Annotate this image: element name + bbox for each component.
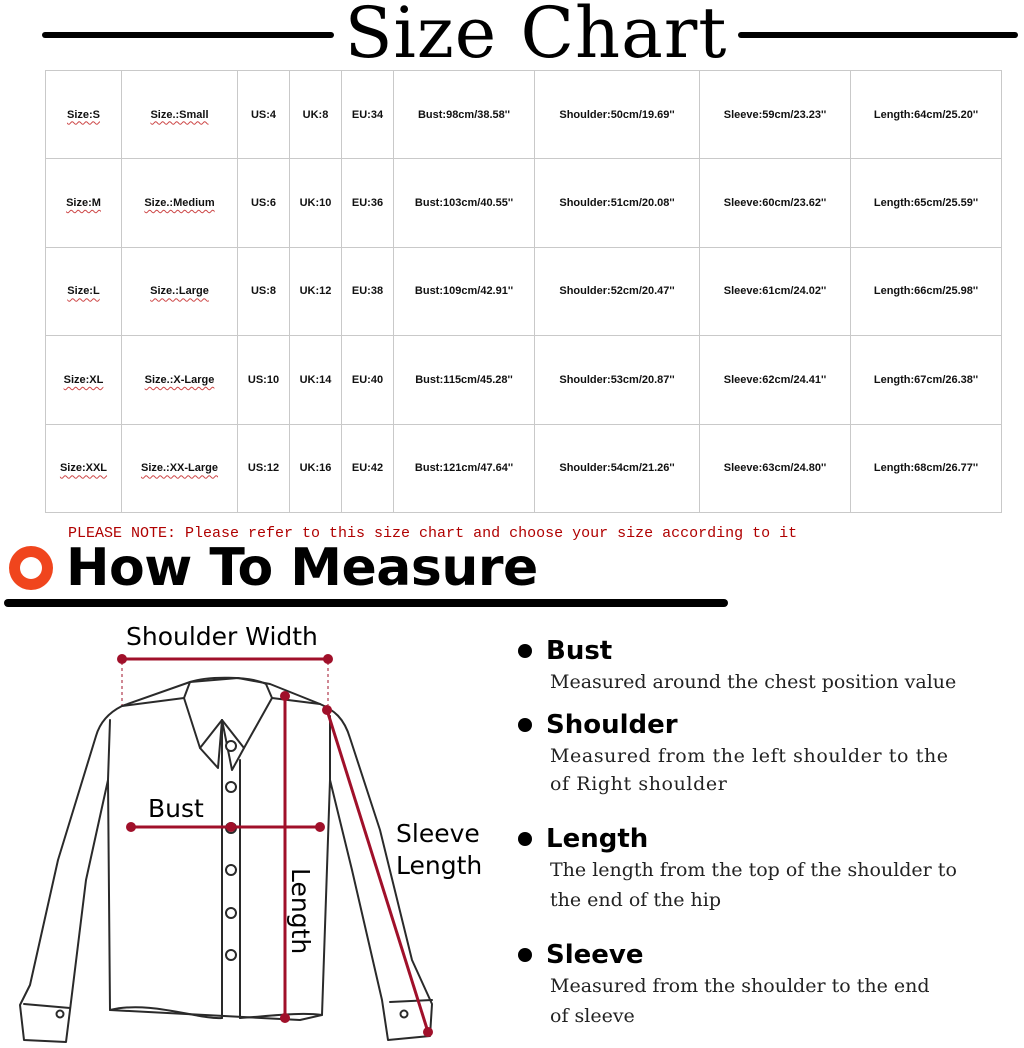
definition-desc-line2: the end of the hip [550, 889, 721, 911]
table-cell: Sleeve:63cm/24.80'' [700, 424, 851, 512]
table-cell: US:12 [238, 424, 290, 512]
definition-desc-line1: The length from the top of the shoulder to [550, 859, 957, 881]
table-cell: Shoulder:51cm/20.08'' [535, 159, 700, 247]
table-cell: Size:XXL [46, 424, 122, 512]
title-rule-left [42, 32, 334, 38]
orange-ring-icon [9, 546, 53, 590]
shirt-body-outline [20, 678, 432, 1042]
how-to-measure-title: How To Measure [66, 538, 538, 598]
bullet-icon [518, 948, 532, 962]
definition-desc-line1: Measured from the shoulder to the end [550, 975, 930, 997]
table-cell: Size.:Medium [122, 159, 238, 247]
left-cuff [24, 1004, 70, 1008]
definition-desc-line2: of Right shoulder [550, 773, 728, 795]
table-row [46, 71, 1002, 159]
sleeve-label-line2: Length [396, 851, 483, 880]
table-cell: UK:16 [290, 424, 342, 512]
table-cell: Sleeve:62cm/24.41'' [700, 336, 851, 424]
shoulder-width-label: Shoulder Width [126, 622, 318, 651]
table-cell: Size.:Small [122, 71, 238, 159]
table-cell: Sleeve:59cm/23.23'' [700, 71, 851, 159]
bullet-icon [518, 644, 532, 658]
table-cell: Bust:98cm/38.58'' [394, 71, 535, 159]
definition-bust [518, 636, 1018, 696]
table-cell: US:6 [238, 159, 290, 247]
table-cell: Shoulder:52cm/20.47'' [535, 247, 700, 335]
table-row [46, 159, 1002, 247]
definition-term: Bust [546, 636, 613, 666]
table-cell: Length:68cm/26.77'' [851, 424, 1002, 512]
definition-length [518, 824, 1018, 914]
table-cell: Shoulder:53cm/20.87'' [535, 336, 700, 424]
table-cell: US:10 [238, 336, 290, 424]
table-cell: UK:14 [290, 336, 342, 424]
table-cell: UK:12 [290, 247, 342, 335]
table-cell: Bust:109cm/42.91'' [394, 247, 535, 335]
size-note: PLEASE NOTE: Please refer to this size chart and choose your size according to it [68, 525, 798, 542]
definition-desc: Measured around the chest position value [550, 671, 957, 693]
table-row [46, 424, 1002, 512]
shirt-collar [184, 678, 272, 748]
right-cuff [390, 1000, 432, 1002]
table-cell: Sleeve:61cm/24.02'' [700, 247, 851, 335]
definition-sleeve [518, 940, 1018, 1030]
table-cell: Length:66cm/25.98'' [851, 247, 1002, 335]
table-cell: EU:42 [342, 424, 394, 512]
sleeve-label-line1: Sleeve [396, 819, 480, 848]
table-cell: Bust:115cm/45.28'' [394, 336, 535, 424]
table-cell: UK:10 [290, 159, 342, 247]
table-cell: UK:8 [290, 71, 342, 159]
table-cell: US:8 [238, 247, 290, 335]
table-cell: Size:S [46, 71, 122, 159]
bust-label: Bust [148, 794, 204, 823]
table-cell: Size.:Large [122, 247, 238, 335]
table-cell: Size.:X-Large [122, 336, 238, 424]
definition-shoulder [518, 710, 1018, 798]
table-cell: Size:XL [46, 336, 122, 424]
table-cell: Bust:121cm/47.64'' [394, 424, 535, 512]
table-cell: EU:38 [342, 247, 394, 335]
table-cell: EU:36 [342, 159, 394, 247]
table-cell: Bust:103cm/40.55'' [394, 159, 535, 247]
definition-desc-line2: of sleeve [550, 1005, 635, 1027]
table-cell: Size:M [46, 159, 122, 247]
definition-term: Shoulder [546, 710, 678, 740]
table-cell: US:4 [238, 71, 290, 159]
definition-term: Sleeve [546, 940, 644, 970]
table-cell: Length:65cm/25.59'' [851, 159, 1002, 247]
definition-term: Length [546, 824, 649, 854]
table-cell: EU:34 [342, 71, 394, 159]
page-title: Size Chart [344, 0, 728, 74]
table-cell: Sleeve:60cm/23.62'' [700, 159, 851, 247]
table-cell: Size:L [46, 247, 122, 335]
table-cell: Length:64cm/25.20'' [851, 71, 1002, 159]
table-row [46, 336, 1002, 424]
table-row [46, 247, 1002, 335]
size-chart-table [45, 70, 1002, 513]
length-label: Length [286, 868, 315, 955]
table-cell: Shoulder:50cm/19.69'' [535, 71, 700, 159]
table-cell: Length:67cm/26.38'' [851, 336, 1002, 424]
bullet-icon [518, 832, 532, 846]
bullet-icon [518, 718, 532, 732]
title-rule-right [738, 32, 1018, 38]
shirt-measurement-diagram [0, 610, 500, 1048]
table-cell: EU:40 [342, 336, 394, 424]
how-to-measure-rule [4, 599, 728, 607]
table-cell: Shoulder:54cm/21.26'' [535, 424, 700, 512]
table-cell: Size.:XX-Large [122, 424, 238, 512]
definition-desc-line1: Measured from the left shoulder to the [550, 745, 949, 767]
